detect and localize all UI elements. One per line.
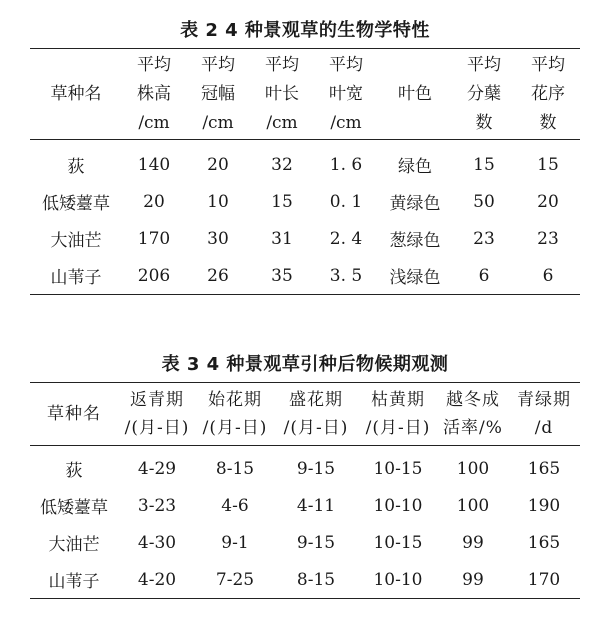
- table-cell: 10-10: [373, 569, 423, 590]
- column-header-line: 叶长: [265, 83, 299, 104]
- table-cell: 165: [527, 532, 561, 553]
- table-cell: 9-1: [221, 532, 249, 553]
- table-cell: 10-15: [373, 532, 423, 553]
- species-name-cell: 山苇子: [50, 268, 102, 288]
- species-name-cell: 大油芒: [48, 535, 100, 555]
- column-header-line: /cm: [202, 112, 234, 133]
- species-name-cell: 荻: [65, 461, 83, 481]
- column-header-line: 始花期: [208, 390, 262, 410]
- table-2: [30, 48, 580, 295]
- column-header-line: 盛花期: [289, 390, 343, 410]
- table-cell: 绿色: [398, 157, 432, 177]
- table-cell: 15: [271, 191, 293, 212]
- table-cell: 140: [137, 154, 171, 175]
- column-header-line: 分蘖: [467, 83, 501, 104]
- column-header: [118, 383, 196, 446]
- column-header-line: /(月-日): [124, 418, 190, 438]
- table-cell: 4-20: [137, 569, 177, 590]
- column-header: [452, 49, 516, 140]
- column-header-line: 叶色: [398, 83, 432, 104]
- table-cell: 170: [527, 569, 561, 590]
- column-header: [508, 383, 580, 446]
- column-header-line: 青绿期: [517, 390, 571, 410]
- table-row: [30, 220, 580, 257]
- table-row: [30, 140, 580, 184]
- table-cell: 100: [456, 495, 490, 516]
- species-name-cell: 低矮薹草: [40, 498, 108, 518]
- table-header-row: [30, 49, 580, 140]
- column-header-line: 数: [539, 112, 557, 133]
- column-header: [186, 49, 250, 140]
- table-row: [30, 183, 580, 220]
- column-header-line: /d: [534, 418, 554, 438]
- table-cell: 10-15: [373, 458, 423, 479]
- table-cell: 10-10: [373, 495, 423, 516]
- column-header-line: 平均: [201, 54, 235, 75]
- table-row: [30, 487, 580, 524]
- column-header-line: 平均: [137, 54, 171, 75]
- table-row: [30, 561, 580, 599]
- table-cell: 20: [207, 154, 229, 175]
- table-cell: 9-15: [296, 458, 336, 479]
- table-cell: 6: [542, 265, 554, 286]
- table-cell: 葱绿色: [389, 231, 441, 251]
- column-header-line: 越冬成: [446, 390, 500, 410]
- species-name-cell: 山苇子: [48, 572, 100, 592]
- table-3: [30, 382, 580, 599]
- column-header: [30, 49, 122, 140]
- table-cell: 9-15: [296, 532, 336, 553]
- table-cell: 31: [271, 228, 293, 249]
- table-cell: 170: [137, 228, 171, 249]
- table-cell: 10: [207, 191, 229, 212]
- column-header: [250, 49, 314, 140]
- column-header-line: /(月-日): [202, 418, 268, 438]
- column-header-line: /cm: [266, 112, 298, 133]
- column-header-line: 冠幅: [201, 83, 235, 104]
- species-name-cell: 荻: [67, 157, 85, 177]
- table-cell: 30: [207, 228, 229, 249]
- column-header: [438, 383, 508, 446]
- column-header-line: /cm: [138, 112, 170, 133]
- table-cell: 15: [473, 154, 495, 175]
- column-header: [274, 383, 358, 446]
- table-cell: 黄绿色: [389, 194, 441, 214]
- table-cell: 1. 6: [329, 154, 363, 175]
- table-3-block: [30, 348, 580, 599]
- table-cell: 165: [527, 458, 561, 479]
- column-header-line: 枯黄期: [371, 390, 425, 410]
- column-header: [196, 383, 274, 446]
- table-2-caption: 表 2 4 种景观草的生物学特性: [180, 20, 430, 41]
- column-header-line: 叶宽: [329, 83, 363, 104]
- table-row: [30, 524, 580, 561]
- table-cell: 4-11: [296, 495, 336, 516]
- column-header-line: 花序: [531, 83, 565, 104]
- table-cell: 3. 5: [329, 265, 363, 286]
- table-cell: 32: [271, 154, 293, 175]
- column-header: [358, 383, 438, 446]
- table-cell: 99: [462, 569, 484, 590]
- table-cell: 190: [527, 495, 561, 516]
- table-header-row: [30, 383, 580, 446]
- column-header: [378, 49, 452, 140]
- table-cell: 99: [462, 532, 484, 553]
- column-header-line: 平均: [467, 54, 501, 75]
- table-cell: 7-25: [215, 569, 255, 590]
- table-cell: 0. 1: [329, 191, 363, 212]
- species-name-cell: 大油芒: [50, 231, 102, 251]
- column-header-line: /(月-日): [365, 418, 431, 438]
- column-header-line: 平均: [531, 54, 565, 75]
- table-row: [30, 257, 580, 295]
- table-2-block: [30, 14, 580, 295]
- table-cell: 23: [473, 228, 495, 249]
- column-header-line: 平均: [265, 54, 299, 75]
- table-row: [30, 446, 580, 488]
- table-cell: 8-15: [215, 458, 255, 479]
- table-cell: 206: [137, 265, 171, 286]
- column-header: [30, 383, 118, 446]
- table-cell: 20: [537, 191, 559, 212]
- table-cell: 23: [537, 228, 559, 249]
- column-header: [122, 49, 186, 140]
- column-header-line: 草种名: [50, 83, 102, 104]
- table-cell: 8-15: [296, 569, 336, 590]
- column-header-line: 返青期: [130, 390, 184, 410]
- column-header-line: 活率/%: [443, 418, 503, 438]
- species-name-cell: 低矮薹草: [42, 194, 110, 214]
- table-cell: 4-29: [137, 458, 177, 479]
- table-cell: 35: [271, 265, 293, 286]
- table-cell: 15: [537, 154, 559, 175]
- column-header-line: 数: [475, 112, 493, 133]
- column-header-line: 草种名: [47, 404, 101, 424]
- column-header: [516, 49, 580, 140]
- column-header-line: 株高: [137, 83, 171, 104]
- column-header-line: /cm: [330, 112, 362, 133]
- table-3-caption: 表 3 4 种景观草引种后物候期观测: [161, 354, 449, 375]
- table-cell: 6: [478, 265, 490, 286]
- table-cell: 3-23: [137, 495, 177, 516]
- column-header: [314, 49, 378, 140]
- table-cell: 50: [473, 191, 495, 212]
- table-cell: 4-30: [137, 532, 177, 553]
- table-cell: 2. 4: [329, 228, 363, 249]
- table-cell: 100: [456, 458, 490, 479]
- column-header-line: /(月-日): [283, 418, 349, 438]
- column-header-line: 平均: [329, 54, 363, 75]
- table-cell: 4-6: [221, 495, 249, 516]
- table-cell: 20: [143, 191, 165, 212]
- table-cell: 浅绿色: [389, 268, 441, 288]
- table-cell: 26: [207, 265, 229, 286]
